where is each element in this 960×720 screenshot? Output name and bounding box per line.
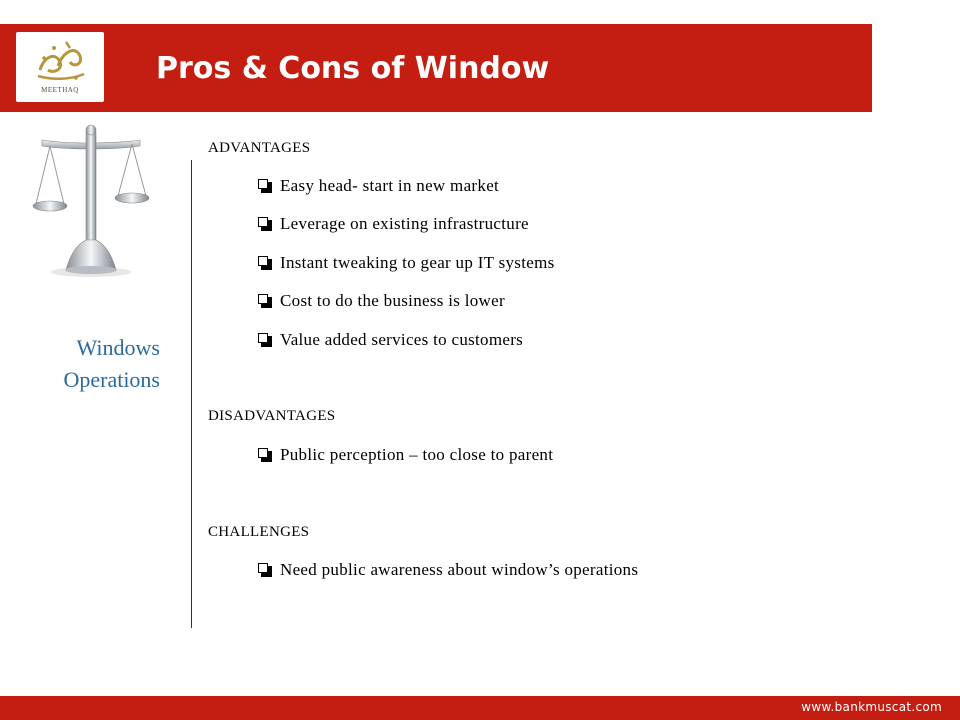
advantage-item-text: Cost to do the business is lower (280, 291, 505, 310)
advantage-item (258, 291, 505, 311)
vertical-divider (191, 160, 192, 628)
advantage-item-text: Value added services to customers (280, 330, 524, 349)
advantage-item-text: Easy head- start in new market (280, 176, 500, 195)
disadvantage-item-text: Public perception – too close to parent (280, 445, 554, 464)
square-bullet-icon (258, 563, 272, 577)
page-title: Pros & Cons of Window (156, 51, 550, 86)
scale-of-justice-icon (28, 122, 154, 278)
disadvantages-heading: DISADVANTAGES (208, 408, 336, 424)
advantage-item (258, 330, 523, 350)
square-bullet-icon (258, 179, 272, 193)
square-bullet-icon (258, 333, 272, 347)
footer-url: www.bankmuscat.com (801, 700, 942, 714)
challenge-item (258, 560, 638, 580)
meethaq-logo-mark-icon (30, 36, 90, 86)
side-label-line2: Operations (63, 367, 160, 392)
square-bullet-icon (258, 448, 272, 462)
windows-operations-label (20, 332, 160, 396)
advantage-item-text: Leverage on existing infrastructure (280, 214, 529, 233)
meethaq-logo (16, 32, 104, 102)
square-bullet-icon (258, 256, 272, 270)
disadvantage-item (258, 445, 553, 465)
logo-text: MEETHAQ (41, 86, 79, 94)
advantages-heading: ADVANTAGES (208, 140, 311, 156)
challenge-item-text: Need public awareness about window’s operations (280, 560, 639, 579)
advantage-item (258, 253, 555, 273)
advantage-item (258, 214, 529, 234)
advantage-item (258, 176, 499, 196)
square-bullet-icon (258, 294, 272, 308)
advantage-item-text: Instant tweaking to gear up IT systems (280, 253, 555, 272)
square-bullet-icon (258, 217, 272, 231)
side-label-line1: Windows (76, 335, 160, 360)
challenges-heading: CHALLENGES (208, 524, 310, 540)
